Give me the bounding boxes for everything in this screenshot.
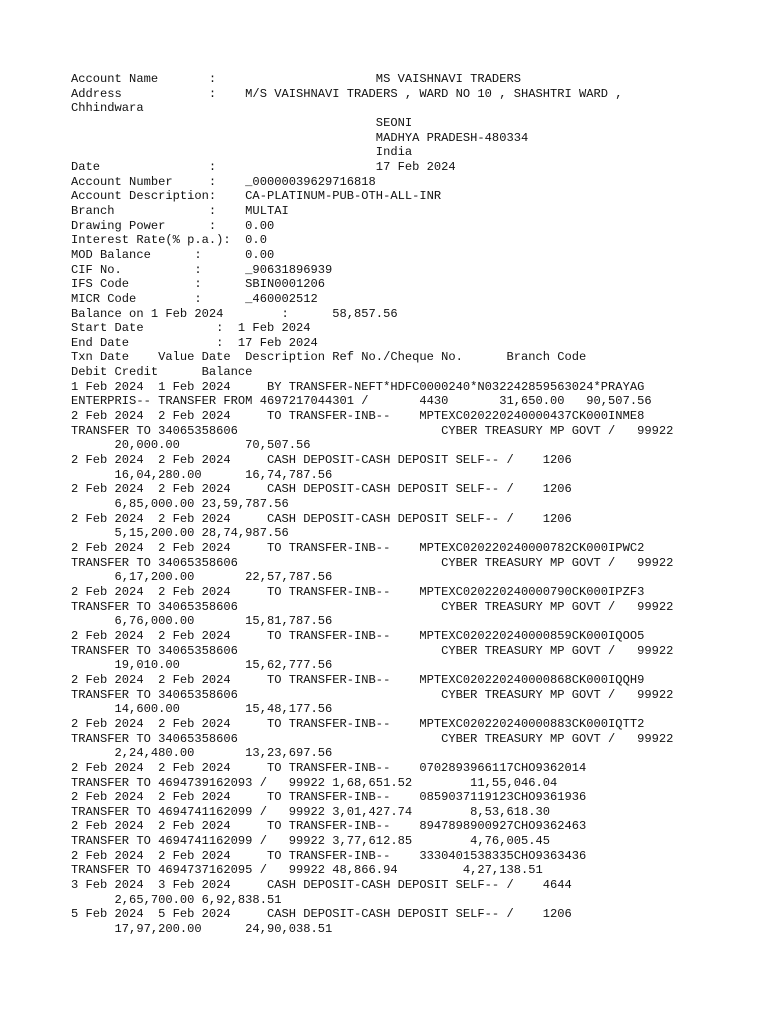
statement-line: 2,24,480.00 13,23,697.56 — [71, 746, 333, 761]
statement-line: Account Number : _00000039629716818 — [71, 174, 376, 189]
statement-line: 5 Feb 2024 5 Feb 2024 CASH DEPOSIT-CASH DEPOSIT SELF-- / 1206 — [71, 907, 572, 922]
statement-line: TRANSFER TO 4694741162099 / 99922 3,01,427.74 8,53,618.30 — [71, 804, 550, 819]
statement-line: 6,85,000.00 23,59,787.56 — [71, 497, 289, 512]
statement-line: 2 Feb 2024 2 Feb 2024 CASH DEPOSIT-CASH DEPOSIT SELF-- / 1206 — [71, 453, 572, 468]
statement-line: ENTERPRIS-- TRANSFER FROM 4697217044301 / 4430 31,650.00 90,507.56 — [71, 394, 652, 409]
statement-line: Account Name : MS VAISHNAVI TRADERS — [71, 72, 521, 86]
statement-line: 1 Feb 2024 1 Feb 2024 BY TRANSFER-NEFT*HDFC0000240*N032242859563024*PRAYAG — [71, 379, 645, 394]
statement-line: TRANSFER TO 34065358606 CYBER TREASURY MP GOVT / 99922 — [71, 555, 674, 570]
statement-line: Txn Date Value Date Description Ref No./Cheque No. Branch Code — [71, 350, 587, 365]
statement-line: SEONI — [71, 115, 413, 130]
statement-line: Branch : MULTAI — [71, 203, 289, 218]
statement-line: Drawing Power : 0.00 — [71, 218, 275, 233]
statement-line: 6,17,200.00 22,57,787.56 — [71, 570, 333, 585]
account-statement-text — [71, 72, 673, 937]
statement-line: 20,000.00 70,507.56 — [71, 438, 311, 453]
statement-line: TRANSFER TO 34065358606 CYBER TREASURY MP GOVT / 99922 — [71, 599, 674, 614]
statement-line: Debit Credit Balance — [71, 365, 253, 380]
statement-line: TRANSFER TO 34065358606 CYBER TREASURY MP GOVT / 99922 — [71, 687, 674, 702]
statement-line: MICR Code : _460002512 — [71, 291, 318, 306]
statement-line: India — [71, 145, 413, 160]
statement-line: TRANSFER TO 34065358606 CYBER TREASURY MP GOVT / 99922 — [71, 731, 674, 746]
statement-line: 2 Feb 2024 2 Feb 2024 CASH DEPOSIT-CASH DEPOSIT SELF-- / 1206 — [71, 482, 572, 497]
statement-line: 2 Feb 2024 2 Feb 2024 TO TRANSFER-INB-- MPTEXC020220240000868CK000IQQH9 — [71, 672, 645, 687]
statement-line: 3 Feb 2024 3 Feb 2024 CASH DEPOSIT-CASH DEPOSIT SELF-- / 4644 — [71, 878, 572, 893]
statement-line: 2 Feb 2024 2 Feb 2024 TO TRANSFER-INB-- 3330401538335CHO9363436 — [71, 848, 587, 863]
statement-line: 2 Feb 2024 2 Feb 2024 TO TRANSFER-INB-- 0702893966117CHO9362014 — [71, 760, 587, 775]
statement-line: 14,600.00 15,48,177.56 — [71, 702, 333, 717]
statement-line: TRANSFER TO 4694739162093 / 99922 1,68,651.52 11,55,046.04 — [71, 775, 558, 790]
statement-line: TRANSFER TO 4694741162099 / 99922 3,77,612.85 4,76,005.45 — [71, 834, 550, 849]
statement-line: Date : 17 Feb 2024 — [71, 159, 456, 174]
statement-line: 2 Feb 2024 2 Feb 2024 TO TRANSFER-INB-- MPTEXC020220240000883CK000IQTT2 — [71, 716, 645, 731]
statement-line: 16,04,280.00 16,74,787.56 — [71, 467, 333, 482]
statement-line: TRANSFER TO 4694737162095 / 99922 48,866.94 4,27,138.51 — [71, 863, 543, 878]
statement-line: Address : M/S VAISHNAVI TRADERS , WARD NO 10 , SHASHTRI WARD , — [71, 86, 623, 101]
statement-line: 2 Feb 2024 2 Feb 2024 TO TRANSFER-INB-- 8947898900927CHO9362463 — [71, 819, 587, 834]
statement-line: TRANSFER TO 34065358606 CYBER TREASURY MP GOVT / 99922 — [71, 423, 674, 438]
statement-line: Chhindwara — [71, 101, 144, 116]
statement-line: 2 Feb 2024 2 Feb 2024 TO TRANSFER-INB-- MPTEXC020220240000437CK000INME8 — [71, 409, 645, 424]
statement-line: 6,76,000.00 15,81,787.56 — [71, 614, 333, 629]
statement-line: 2 Feb 2024 2 Feb 2024 TO TRANSFER-INB-- MPTEXC020220240000782CK000IPWC2 — [71, 541, 645, 555]
statement-line: IFS Code : SBIN0001206 — [71, 277, 326, 292]
statement-line: 19,010.00 15,62,777.56 — [71, 658, 333, 673]
statement-line: 2,65,700.00 6,92,838.51 — [71, 892, 282, 907]
statement-line: Account Description: CA-PLATINUM-PUB-OTH-ALL-INR — [71, 189, 442, 204]
statement-line: 17,97,200.00 24,90,038.51 — [71, 922, 333, 937]
statement-line: 2 Feb 2024 2 Feb 2024 CASH DEPOSIT-CASH DEPOSIT SELF-- / 1206 — [71, 511, 572, 526]
statement-line: Interest Rate(% p.a.): 0.0 — [71, 233, 267, 248]
statement-line: Start Date : 1 Feb 2024 — [71, 321, 311, 336]
statement-line: 2 Feb 2024 2 Feb 2024 TO TRANSFER-INB-- MPTEXC020220240000790CK000IPZF3 — [71, 584, 645, 599]
statement-line: TRANSFER TO 34065358606 CYBER TREASURY MP GOVT / 99922 — [71, 643, 674, 658]
statement-line: Balance on 1 Feb 2024 : 58,857.56 — [71, 306, 398, 321]
statement-line: 5,15,200.00 28,74,987.56 — [71, 526, 289, 541]
statement-line: MOD Balance : 0.00 — [71, 247, 275, 262]
statement-line: 2 Feb 2024 2 Feb 2024 TO TRANSFER-INB-- 0859037119123CHO9361936 — [71, 790, 587, 805]
statement-line: 2 Feb 2024 2 Feb 2024 TO TRANSFER-INB-- MPTEXC020220240000859CK000IQOO5 — [71, 628, 645, 643]
statement-line: End Date : 17 Feb 2024 — [71, 335, 318, 350]
statement-line: CIF No. : _90631896939 — [71, 262, 333, 277]
statement-line: MADHYA PRADESH-480334 — [71, 130, 529, 145]
